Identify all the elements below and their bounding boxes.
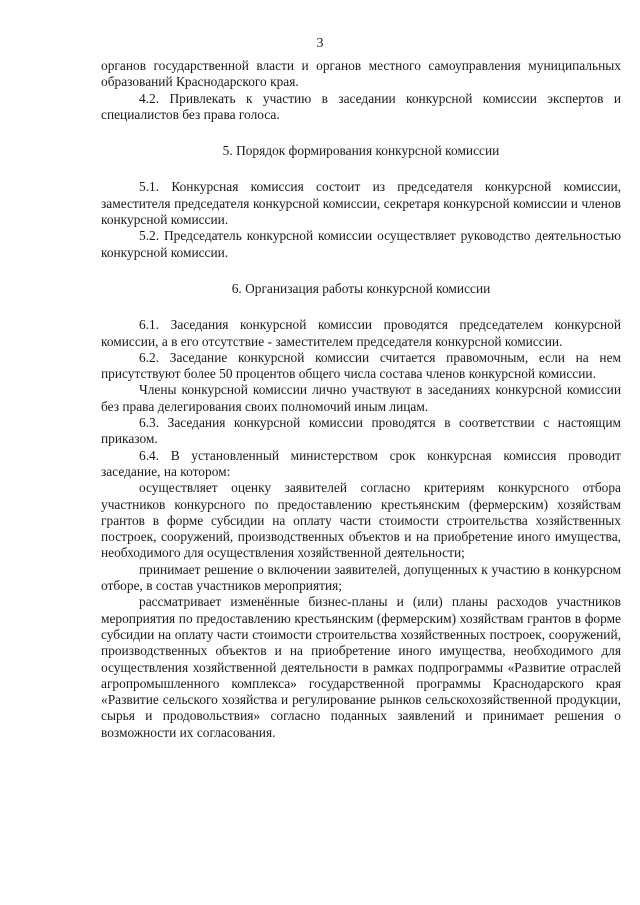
paragraph: органов государственной власти и органов местного самоуправления муниципальных образований Краснодарского края. (101, 58, 621, 90)
paragraph: осуществляет оценку заявителей согласно критериям конкурсного отбора участников конкурсного по предоставлению крестьянским (фермерским) хозяйствам грантов в форме субсидии на оплату части стоимости строительства хозяйственных построек, сооружений, производственных объектов и на приобретение иного имущества, необходимого для осуществления хозяйственной деятельности; (101, 480, 621, 561)
paragraph: 6.2. Заседание конкурсной комиссии считается правомочным, если на нем присутствуют более 50 процентов общего числа состава членов конкурсной комиссии. (101, 349, 621, 382)
paragraph: Члены конкурсной комиссии лично участвуют в заседаниях конкурсной комиссии без права делегирования своих полномочий иным лицам. (101, 382, 621, 414)
section-heading: 5. Порядок формирования конкурсной комиссии (222, 143, 500, 159)
paragraph: 5.1. Конкурсная комиссия состоит из председателя конкурсной комиссии, заместителя председателя конкурсной комиссии, секретаря конкурсной комиссии и членов конкурсной комиссии. (101, 179, 621, 228)
paragraph: принимает решение о включении заявителей, допущенных к участию в конкурсном отборе, в состав участников мероприятия; (101, 561, 621, 594)
document-body (101, 58, 621, 741)
paragraph: рассматривает изменённые бизнес-планы и (или) планы расходов участников мероприятия по предоставлению крестьянским (фермерским) хозяйствам грантов в форме субсидии на оплату части стоимости строительства хозяйственных построек, сооружений, производственных объектов и на приобретение иного имущества, необходимого для осуществления хозяйственной деятельности в рамках подпрограммы «Развитие отраслей агропромышленного комплекса» государственной программы Краснодарского края «Развитие сельского хозяйства и регулирование рынков сельскохозяйственной продукции, сырья и продовольствия» согласно поданных заявлений и принимает решения о возможности их согласования. (101, 594, 621, 740)
paragraph: 5.2. Председатель конкурсной комиссии осуществляет руководство деятельностью конкурсной комиссии. (101, 228, 621, 260)
paragraph: 6.3. Заседания конкурсной комиссии проводятся в соответствии с настоящим приказом. (101, 415, 621, 447)
section-heading: 6. Организация работы конкурсной комиссии (231, 280, 491, 296)
paragraph: 6.4. В установленный министерством срок конкурсная комиссия проводит заседание, на котором: (101, 447, 621, 479)
paragraph: 6.1. Заседания конкурсной комиссии проводятся председателем конкурсной комиссии, а в его отсутствие - заместителем председателя конкурсной комиссии. (101, 317, 621, 349)
paragraph: 4.2. Привлекать к участию в заседании конкурсной комиссии экспертов и специалистов без права голоса. (101, 90, 621, 122)
page-number: 3 (316, 36, 324, 51)
